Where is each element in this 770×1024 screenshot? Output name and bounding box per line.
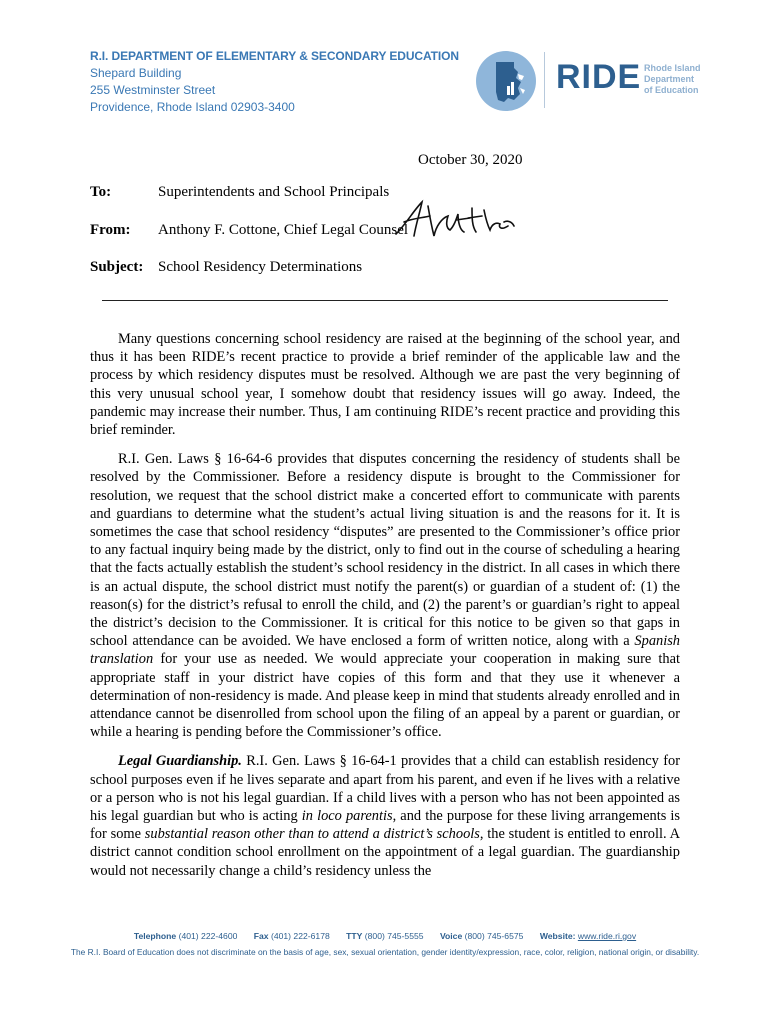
building-name: Shepard Building (90, 66, 182, 80)
voice-label: Voice (439, 931, 463, 941)
fax-label: Fax (253, 931, 269, 941)
tty-value: (800) 745-5555 (364, 931, 424, 941)
from-label: From: (90, 222, 131, 238)
logo-divider (544, 52, 545, 108)
italic-text: in loco parentis (301, 808, 393, 825)
subject-label: Subject: (90, 259, 144, 275)
memo-date: October 30, 2020 (418, 152, 523, 168)
telephone-value: (401) 222-4600 (178, 931, 238, 941)
footer-contacts (0, 930, 770, 942)
logo-subtitle (644, 63, 701, 96)
website-label: Website: (539, 931, 576, 941)
italic-text: Spanish translation (90, 633, 680, 668)
fax-value: (401) 222-6178 (270, 931, 330, 941)
logo-subtitle-line: of Education (644, 85, 699, 95)
nondiscrimination-notice: The R.I. Board of Education does not discriminate on the basis of age, sex, sexual orientation, gender identity/expression, race, color, religion, national origin, or disability. (70, 947, 700, 957)
paragraph-text: R.I. Gen. Laws § 16-64-6 provides that disputes concerning the residency of students shall be resolved by the Commissioner. Before a residency dispute is brought to the Commissioner for resolution, we request that the school district make a concerted effort to communicate with parents and guardians to determine what the student’s actual living situation is and the reasons for it. It is sometimes the case that school residency “disputes” are presented to the Commissioner’s office prior to any factual inquiry being made by the district, only to find out in the course of scheduling a hearing that the facts actually establish the student’s school residency in the district. In all cases in which there is an actual dispute, the school district must notify the parent(s) or guardian of a student of: (1) the reason(s) for the district’s refusal to enroll the child, and (2) the parent’s or guardian’s right to appeal the district’s decision to the Commissioner. It is critical for this notice to be given so that gaps in school attendance can be avoided. We have enclosed a form of written notice, along with a (90, 451, 680, 650)
paragraph: Many questions concerning school residency are raised at the beginning of the school year, and thus it has been RIDE’s recent practice to provide a brief reminder of the applicable law and the process by which residency disputes must be resolved. Although we are past the very beginning of this very unusual school year, I somehow doubt that residency issues will go away. Indeed, the pandemic may increase their number. Thus, I am continuing RIDE’s recent practice and providing this brief reminder. (90, 331, 680, 439)
ride-logo (474, 48, 714, 114)
voice-value: (800) 745-6575 (464, 931, 524, 941)
tty-label: TTY (346, 931, 363, 941)
paragraph-text: , the student is entitled to enroll. A district cannot condition school enrollment on the appointment of a legal guardian. The guardianship would not necessarily change a child’s residency unless the (90, 826, 680, 879)
logo-subtitle-line: Rhode Island (644, 63, 701, 73)
subject-value: School Residency Determinations (158, 259, 363, 275)
paragraph (90, 450, 680, 741)
telephone-label: Telephone (133, 931, 177, 941)
to-value: Superintendents and School Principals (158, 184, 390, 200)
letterhead (90, 48, 459, 116)
signature (392, 196, 522, 251)
department-name: R.I. DEPARTMENT OF ELEMENTARY & SECONDARY EDUCATION (90, 49, 459, 63)
italic-text: substantial reason other than to attend a district’s schools (144, 826, 480, 843)
memo-body (90, 330, 680, 891)
website-link[interactable]: www.ride.ri.gov (577, 931, 637, 941)
logo-subtitle-line: Department (644, 74, 695, 84)
section-lead: Legal Guardianship. (118, 753, 242, 770)
paragraph (90, 752, 680, 879)
logo-wordmark: RIDE (556, 58, 642, 96)
to-label: To: (90, 184, 112, 200)
footer (0, 930, 770, 958)
paragraph-text: , and the purpose for these living arrangements is for some (90, 808, 680, 843)
paragraph-text: for your use as needed. We would appreciate your cooperation in making sure that appropriate staff in your district have copies of this form and that they use it whenever a determination of non-residency is made. And please keep in mind that students already enrolled and in attendance cannot be disenrolled from school upon the filing of an appeal by a parent or guardian, or while a hearing is pending before the Commissioner’s office. (90, 651, 680, 741)
paragraph-text: R.I. Gen. Laws § 16-64-1 provides that a child can establish residency for school purposes even if he lives separate and apart from his parent, and even if he lives with a relative or a person who is not his legal guardian. If a child lives with a person who has not been appointed as his legal guardian but who is acting (90, 753, 680, 825)
divider-line (102, 300, 668, 301)
city-address: Providence, Rhode Island 02903-3400 (90, 100, 295, 114)
from-value: Anthony F. Cottone, Chief Legal Counsel (158, 222, 409, 238)
street-address: 255 Westminster Street (90, 83, 216, 97)
rhode-island-map-icon (474, 48, 542, 114)
